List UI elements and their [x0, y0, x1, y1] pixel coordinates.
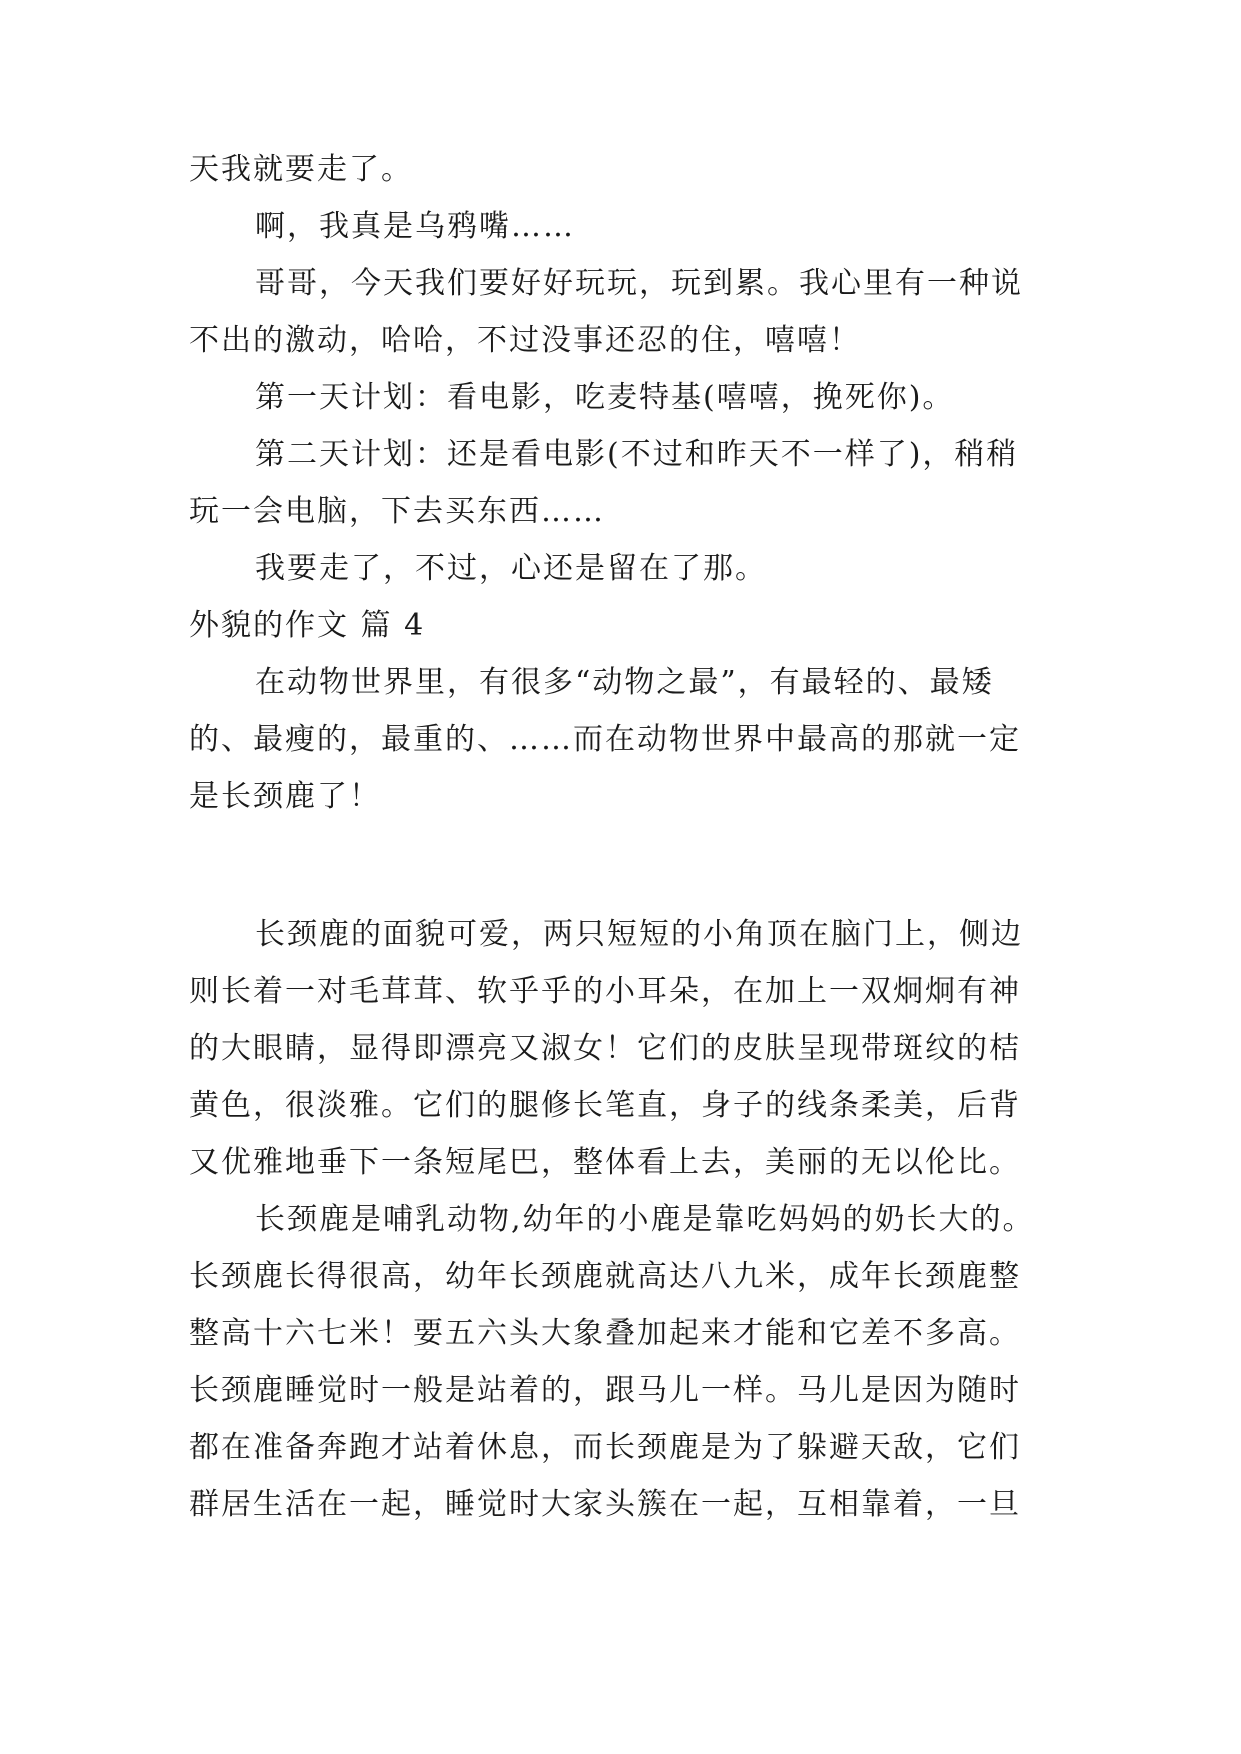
text-line: 群居生活在一起，睡觉时大家头簇在一起，互相靠着，一旦 [189, 1487, 1021, 1522]
text-line: 又优雅地垂下一条短尾巴，整体看上去，美丽的无以伦比。 [189, 1145, 1021, 1180]
text-line: 是长颈鹿了！ [189, 779, 381, 814]
text-line: 长颈鹿是哺乳动物,幼年的小鹿是靠吃妈妈的奶长大的。 [255, 1202, 1035, 1237]
text-line: 的、最瘦的，最重的、……而在动物世界中最高的那就一定 [189, 722, 1021, 757]
text-line: 长颈鹿睡觉时一般是站着的，跟马儿一样。马儿是因为随时 [189, 1373, 1021, 1408]
text-line: 玩一会电脑，下去买东西…… [189, 494, 605, 529]
text-line: 黄色，很淡雅。它们的腿修长笔直，身子的线条柔美，后背 [189, 1088, 1021, 1123]
text-line: 哥哥，今天我们要好好玩玩，玩到累。我心里有一种说 [255, 266, 1023, 301]
text-line: 第二天计划：还是看电影(不过和昨天不一样了)，稍稍 [255, 437, 1019, 472]
text-line: 我要走了，不过，心还是留在了那。 [255, 551, 767, 586]
text-line: 啊，我真是乌鸦嘴…… [255, 209, 575, 244]
text-line: 长颈鹿的面貌可爱，两只短短的小角顶在脑门上，侧边 [255, 917, 1023, 952]
text-line: 第一天计划：看电影，吃麦特基(嘻嘻，挽死你)。 [255, 380, 955, 415]
section-heading: 外貌的作文 篇 4 [189, 608, 426, 643]
text-line: 长颈鹿长得很高，幼年长颈鹿就高达八九米，成年长颈鹿整 [189, 1259, 1021, 1294]
text-line: 的大眼睛，显得即漂亮又淑女！它们的皮肤呈现带斑纹的桔 [189, 1031, 1021, 1066]
text-line: 则长着一对毛茸茸、软乎乎的小耳朵，在加上一双炯炯有神 [189, 974, 1021, 1009]
text-line: 天我就要走了。 [189, 152, 413, 187]
text-line: 整高十六七米！要五六头大象叠加起来才能和它差不多高。 [189, 1316, 1021, 1351]
text-line: 都在准备奔跑才站着休息，而长颈鹿是为了躲避天敌，它们 [189, 1430, 1021, 1465]
text-line: 在动物世界里，有很多“动物之最”，有最轻的、最矮 [255, 665, 994, 700]
text-line: 不出的激动，哈哈，不过没事还忍的住，嘻嘻！ [189, 323, 861, 358]
